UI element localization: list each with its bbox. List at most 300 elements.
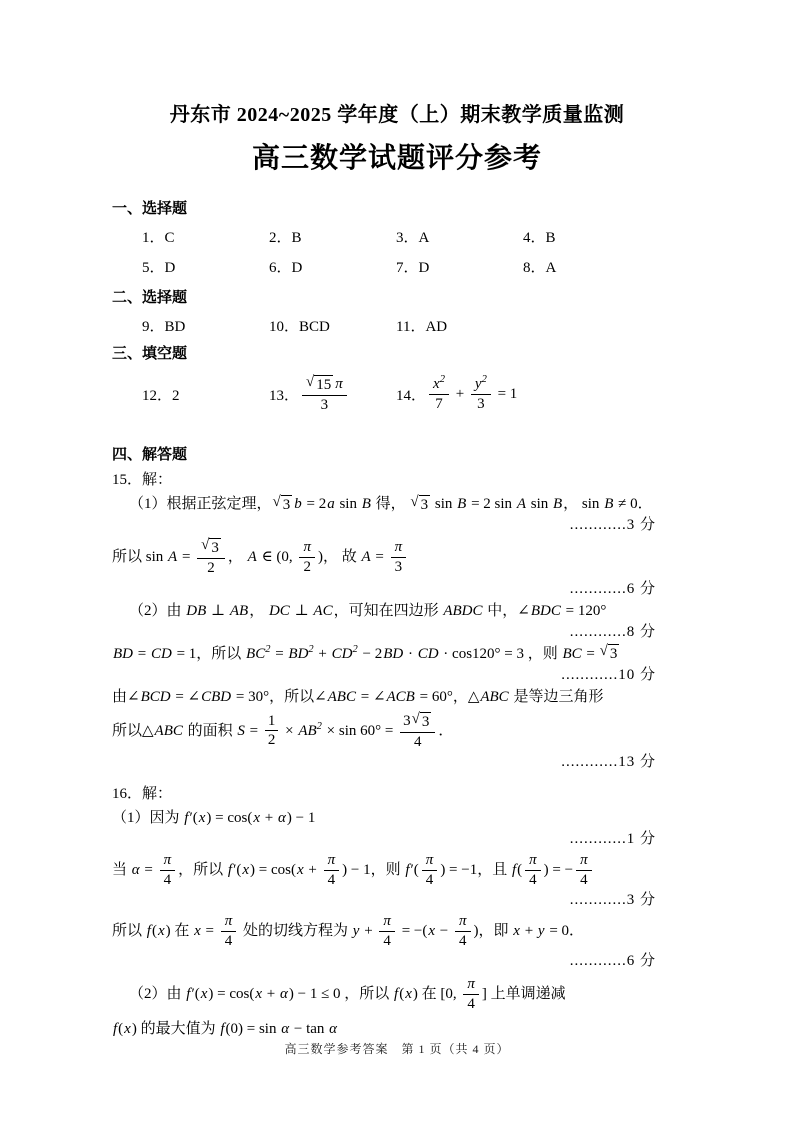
score-marker: ............3 分: [569, 517, 656, 533]
fraction-numerator: [221, 913, 237, 932]
fraction-numerator: [299, 539, 315, 558]
math-variable: π: [163, 852, 172, 868]
math-text: (0) = sin: [225, 1021, 281, 1037]
math-variable: π: [425, 852, 434, 868]
math-text: 3: [421, 713, 430, 730]
math-variable: y: [537, 923, 545, 939]
math-text: = 30°，所以∠: [232, 688, 327, 705]
math-variable: $x^2$: [433, 374, 445, 392]
math-text: 3: [394, 558, 403, 575]
solution-line: [112, 710, 684, 753]
solution-line: [112, 783, 684, 805]
radical-sign-icon: √: [410, 493, 419, 510]
math-variable: CBD: [201, 688, 232, 705]
math-text: ×: [281, 722, 298, 739]
math-text: 3: [403, 712, 411, 729]
math-text: (: [118, 1021, 124, 1037]
math-text: =: [371, 549, 388, 566]
math-text: +: [263, 986, 279, 1002]
square-root: [306, 375, 333, 394]
math-text: 4: [467, 995, 475, 1012]
math-text: ) 在 [0,: [412, 986, 461, 1002]
math-text: 所以△: [112, 722, 154, 739]
math-variable: f: [220, 1021, 225, 1037]
math-text: 是等边三角形: [509, 688, 604, 705]
math-variable: π: [529, 852, 537, 868]
solution-line: [112, 807, 684, 829]
fraction-denominator: [318, 396, 332, 414]
math-text: ∈ (0,: [257, 549, 297, 566]
fraction-denominator: [526, 871, 540, 889]
answer-item: 3．A: [396, 230, 430, 246]
math-text: ) = cos(: [206, 810, 253, 826]
math-text: ′(: [191, 986, 200, 1002]
radical-sign-icon: √: [306, 373, 315, 390]
math-text: +: [360, 923, 377, 939]
math-text: ·: [404, 645, 417, 662]
math-variable: π: [580, 852, 588, 868]
page-content: [0, 198, 794, 1040]
math-text: ≠ 0．: [614, 496, 653, 512]
math-text: ，可知在四边形: [333, 602, 443, 619]
math-text: ) − 1: [286, 810, 316, 826]
fraction: [299, 539, 315, 575]
fraction-numerator: [463, 976, 479, 995]
math-text: 4: [529, 871, 537, 888]
math-variable: AC: [313, 602, 333, 619]
solution-line: [112, 911, 684, 951]
math-text: =: [178, 549, 195, 566]
math-text: (: [517, 862, 523, 878]
math-text: ⊥: [207, 602, 229, 619]
math-text: 4: [413, 733, 422, 750]
math-text: 4: [163, 871, 172, 888]
fraction-denominator: [464, 995, 478, 1013]
fraction-denominator: [432, 395, 446, 413]
math-variable: $AB^2$: [298, 720, 322, 739]
answer-item: 8．A: [523, 260, 557, 276]
math-text: （2）由: [129, 986, 186, 1002]
math-text: −: [436, 923, 452, 939]
math-text: ) − 1 ≤ 0 ，所以: [288, 986, 394, 1002]
fraction-numerator: [324, 852, 340, 871]
math-variable: x: [428, 923, 436, 939]
math-text: ⊥: [290, 602, 313, 619]
math-variable: BD: [113, 645, 133, 662]
fraction-numerator: [455, 913, 471, 932]
fraction-denominator: [577, 871, 591, 889]
answer-item: 9．BD: [142, 319, 186, 335]
math-text: sin: [526, 496, 552, 512]
math-text: 3: [477, 395, 485, 412]
math-variable: a: [327, 496, 335, 512]
fraction: [471, 376, 491, 412]
fill-blank-answers-row: [112, 370, 684, 418]
answer-item: 7．D: [396, 260, 430, 276]
fraction-denominator: [474, 395, 488, 413]
math-variable: A: [516, 496, 526, 512]
math-variable: ABC: [154, 722, 183, 739]
math-text: =: [582, 645, 599, 662]
math-variable: x: [194, 923, 201, 939]
math-text: · cos120° = 3 ，则: [439, 645, 562, 662]
math-text: )，即: [473, 923, 513, 939]
section-heading-choice-single: 一、选择题: [112, 200, 188, 217]
fraction-numerator: [265, 713, 279, 732]
square-root: [273, 495, 293, 514]
choice-single-answers: [112, 228, 684, 279]
square-root: [410, 495, 430, 514]
math-variable: BC: [562, 645, 582, 662]
math-text: 4: [580, 871, 588, 888]
solution-line: [112, 536, 684, 579]
math-variable: π: [467, 976, 475, 992]
math-text: ) = −: [543, 862, 574, 878]
fill-answer-item: [396, 374, 517, 414]
solution-line: [112, 469, 684, 491]
math-text: = 2: [302, 496, 327, 512]
math-text: ．: [438, 722, 454, 739]
math-variable: x: [200, 986, 208, 1002]
score-marker: ............3 分: [569, 892, 656, 908]
math-variable: DC: [268, 602, 290, 619]
math-variable: b: [294, 496, 302, 512]
fraction-denominator: [380, 932, 394, 950]
math-variable: α: [279, 986, 288, 1002]
answer-item: 11．AD: [396, 319, 448, 335]
fraction-denominator: [411, 733, 425, 751]
math-variable: π: [335, 376, 343, 392]
math-variable: x: [513, 923, 520, 939]
radical-sign-icon: √: [272, 493, 281, 510]
fraction-numerator: [429, 376, 449, 395]
math-text: = 60°，△: [415, 688, 480, 705]
score-marker: ............6 分: [569, 580, 656, 597]
fraction-numerator: [379, 913, 395, 932]
math-text: − tan: [290, 1021, 329, 1037]
math-text: 1: [267, 712, 276, 729]
fraction-numerator: [422, 852, 438, 871]
math-text: ) 的最大值为: [131, 1021, 220, 1037]
math-text: +: [304, 862, 321, 878]
math-text: +: [314, 645, 331, 662]
math-variable: x: [157, 923, 165, 939]
math-text: ，: [227, 549, 247, 566]
solution-line: [112, 1018, 684, 1040]
fraction-denominator: [161, 871, 175, 889]
radical-sign-icon: √: [201, 537, 210, 553]
answer-row: [112, 258, 684, 279]
math-text: 13．: [269, 387, 300, 404]
answer-item: 10．BCD: [269, 319, 330, 335]
math-variable: ABDC: [443, 602, 483, 619]
math-text: − 2: [358, 645, 383, 662]
score-marker: ............10 分: [561, 666, 656, 683]
math-text: （1）根据正弦定理，: [129, 496, 272, 512]
math-text: =: [134, 645, 150, 662]
math-variable: x: [124, 1021, 131, 1037]
fraction-numerator: [160, 852, 176, 871]
score-marker: ............1 分: [569, 831, 656, 847]
math-text: 3: [282, 496, 291, 513]
page-footer: 高三数学参考答案 第 1 页（共 4 页）: [284, 1042, 510, 1056]
math-variable: AB: [229, 602, 249, 619]
solution-line: [112, 686, 684, 708]
superscript: 2: [308, 643, 314, 655]
math-text: ) 在: [165, 923, 194, 939]
math-text: ) = −1，且: [440, 862, 511, 878]
math-variable: π: [383, 913, 391, 929]
math-text: = 120°: [561, 602, 607, 619]
score-marker: ............6 分: [569, 953, 656, 969]
math-text: 2: [207, 560, 215, 576]
math-text: =: [140, 862, 157, 878]
fraction: [455, 913, 471, 949]
fill-answer-item: [269, 373, 396, 416]
math-text: 4: [425, 871, 434, 888]
math-variable: π: [394, 539, 403, 556]
math-text: = 1，所以: [172, 645, 246, 662]
math-text: = 0．: [545, 923, 585, 939]
math-text: 当: [112, 862, 131, 878]
square-root: [600, 644, 620, 663]
math-text: 12．2: [142, 387, 180, 404]
math-variable: B: [553, 496, 563, 512]
math-text: 4: [459, 932, 467, 949]
math-text: 14．: [396, 387, 427, 404]
fraction-numerator: [391, 539, 407, 558]
math-text: 4: [383, 932, 391, 949]
math-text: 由∠: [112, 688, 140, 705]
answer-item: 6．D: [269, 260, 303, 276]
fraction: [391, 539, 407, 575]
fill-answer-item: [142, 384, 269, 405]
square-root: [201, 538, 221, 557]
math-variable: π: [327, 852, 336, 868]
fraction: [400, 712, 435, 751]
math-text: ′(: [189, 810, 198, 826]
math-variable: A: [168, 549, 178, 566]
fraction-denominator: [392, 558, 406, 576]
math-text: 3: [420, 496, 429, 513]
math-text: （2）由: [129, 602, 186, 619]
math-variable: $BC^2$: [246, 643, 271, 662]
math-variable: ABC: [480, 688, 509, 705]
solution-line: [112, 493, 684, 515]
math-variable: x: [296, 862, 304, 878]
radical-sign-icon: √: [411, 710, 420, 727]
fraction: [221, 913, 237, 949]
math-text: ，: [249, 602, 268, 619]
math-variable: π: [303, 539, 311, 556]
math-variable: α: [281, 1021, 290, 1037]
fraction: [422, 852, 438, 888]
fraction-numerator: [197, 538, 225, 559]
math-variable: x: [198, 810, 206, 826]
fraction-denominator: [204, 559, 218, 577]
fraction: [463, 976, 479, 1012]
fraction: [302, 375, 347, 414]
math-variable: x: [253, 810, 261, 826]
fraction-denominator: [222, 932, 236, 950]
math-variable: f: [184, 810, 189, 826]
math-text: 16．解：: [112, 786, 173, 802]
fraction: [525, 852, 541, 888]
math-variable: x: [242, 862, 250, 878]
math-text: +: [261, 810, 277, 826]
section-heading-solutions: 四、解答题: [112, 446, 188, 463]
square-root: [412, 712, 432, 731]
math-text: 3: [320, 396, 329, 413]
fraction: [576, 852, 592, 888]
math-text: sin: [335, 496, 361, 512]
section-heading-choice-multiple: 二、选择题: [112, 289, 188, 306]
math-variable: DB: [186, 602, 207, 619]
score-marker: ............8 分: [569, 623, 656, 640]
math-text: 所以: [112, 923, 146, 939]
answer-row: [112, 228, 684, 249]
math-text: = ∠: [356, 688, 386, 705]
math-variable: CD: [417, 645, 439, 662]
math-text: =: [271, 645, 288, 662]
math-text: (: [151, 923, 157, 939]
superscript: 2: [265, 643, 271, 655]
math-variable: f: [146, 923, 151, 939]
answer-item: 2．B: [269, 230, 302, 246]
math-text: （1）因为: [112, 810, 184, 826]
math-variable: $y^2$: [474, 374, 487, 392]
math-variable: α: [277, 810, 286, 826]
answer-row: [112, 317, 684, 338]
math-text: 4: [327, 871, 336, 888]
solution-line: [112, 974, 684, 1014]
math-text: 2: [303, 558, 311, 575]
fraction-denominator: [325, 871, 339, 889]
math-text: 2: [267, 732, 276, 749]
fraction: [265, 713, 279, 749]
math-variable: $CD^2$: [331, 643, 358, 662]
math-variable: B: [457, 496, 467, 512]
math-text: +: [451, 385, 468, 402]
math-variable: ACB: [386, 688, 415, 705]
math-variable: α: [131, 862, 140, 878]
math-text: 中，∠: [483, 602, 530, 619]
math-variable: A: [247, 549, 257, 566]
math-variable: f: [186, 986, 191, 1002]
math-variable: π: [459, 913, 467, 929]
math-text: 4: [224, 932, 233, 949]
math-text: = 1: [493, 385, 518, 402]
fraction-numerator: [302, 375, 347, 396]
math-text: =: [245, 722, 262, 739]
math-variable: π: [224, 913, 233, 929]
superscript: 2: [481, 374, 487, 385]
math-text: 7: [435, 395, 443, 412]
choice-multiple-answers: [112, 317, 684, 338]
radical-sign-icon: √: [599, 643, 608, 659]
math-variable: B: [604, 496, 614, 512]
math-text: 所以 sin: [112, 549, 168, 566]
section-heading-fill-blank: 三、填空题: [112, 345, 188, 362]
math-text: 处的切线方程为: [239, 923, 352, 939]
math-text: ′(: [410, 862, 419, 878]
math-text: 3: [211, 540, 219, 556]
solution-line: [112, 643, 684, 665]
math-text: 15: [316, 376, 332, 393]
fraction: [379, 913, 395, 949]
math-text: = −(: [397, 923, 428, 939]
fraction: [197, 538, 225, 577]
math-text: ) − 1，则: [342, 862, 405, 878]
math-variable: x: [255, 986, 263, 1002]
math-text: ，所以: [178, 862, 227, 878]
radicand: [420, 712, 432, 731]
math-text: ， sin: [563, 496, 604, 512]
fraction-numerator: [525, 852, 541, 871]
solution-blocks: [112, 469, 684, 1040]
math-text: 得，: [371, 496, 410, 512]
math-variable: x: [405, 986, 412, 1002]
math-variable: CD: [150, 645, 172, 662]
math-variable: α: [329, 1021, 338, 1037]
radicand: [281, 495, 293, 514]
math-variable: ABC: [327, 688, 356, 705]
math-text: = ∠: [171, 688, 201, 705]
fraction-denominator: [300, 558, 314, 576]
math-text: = 2 sin: [467, 496, 516, 512]
math-text: 的面积: [183, 722, 237, 739]
fraction-denominator: [423, 871, 437, 889]
solution-line: [112, 600, 684, 622]
math-variable: BD: [383, 645, 404, 662]
math-text: ) = cos(: [208, 986, 255, 1002]
math-variable: BCD: [140, 688, 171, 705]
superscript: 2: [316, 720, 322, 732]
page-subtitle: 高三数学试题评分参考: [251, 142, 542, 173]
math-variable: f: [511, 862, 517, 878]
superscript: 2: [352, 643, 358, 655]
math-variable: f: [227, 862, 233, 878]
math-text: (: [399, 986, 405, 1002]
fraction-denominator: [265, 731, 279, 749]
radicand: [608, 644, 620, 663]
math-variable: B: [361, 496, 371, 512]
fraction: [429, 376, 449, 412]
page-title: 丹东市 2024~2025 学年度（上）期末教学质量监测: [169, 104, 625, 126]
math-text: sin: [431, 496, 457, 512]
math-variable: y: [352, 923, 360, 939]
fraction-denominator: [456, 932, 470, 950]
superscript: 2: [439, 374, 445, 385]
answer-item: 4．B: [523, 230, 556, 246]
math-text: ] 上单调递减: [481, 986, 566, 1002]
answer-item: 5．D: [142, 260, 176, 276]
math-variable: A: [361, 549, 371, 566]
math-text: )， 故: [317, 549, 361, 566]
math-text: ′(: [233, 862, 242, 878]
fraction-numerator: [471, 376, 491, 395]
math-text: +: [520, 923, 537, 939]
fraction-numerator: [576, 852, 592, 871]
math-text: 15．解：: [112, 472, 173, 488]
math-text: ) = cos(: [250, 862, 296, 878]
math-variable: $BD^2$: [288, 643, 314, 662]
math-text: 3: [609, 646, 618, 662]
math-variable: f: [113, 1021, 118, 1037]
score-marker: ............13 分: [561, 754, 656, 770]
math-text: =: [201, 923, 218, 939]
math-variable: f: [405, 862, 410, 878]
